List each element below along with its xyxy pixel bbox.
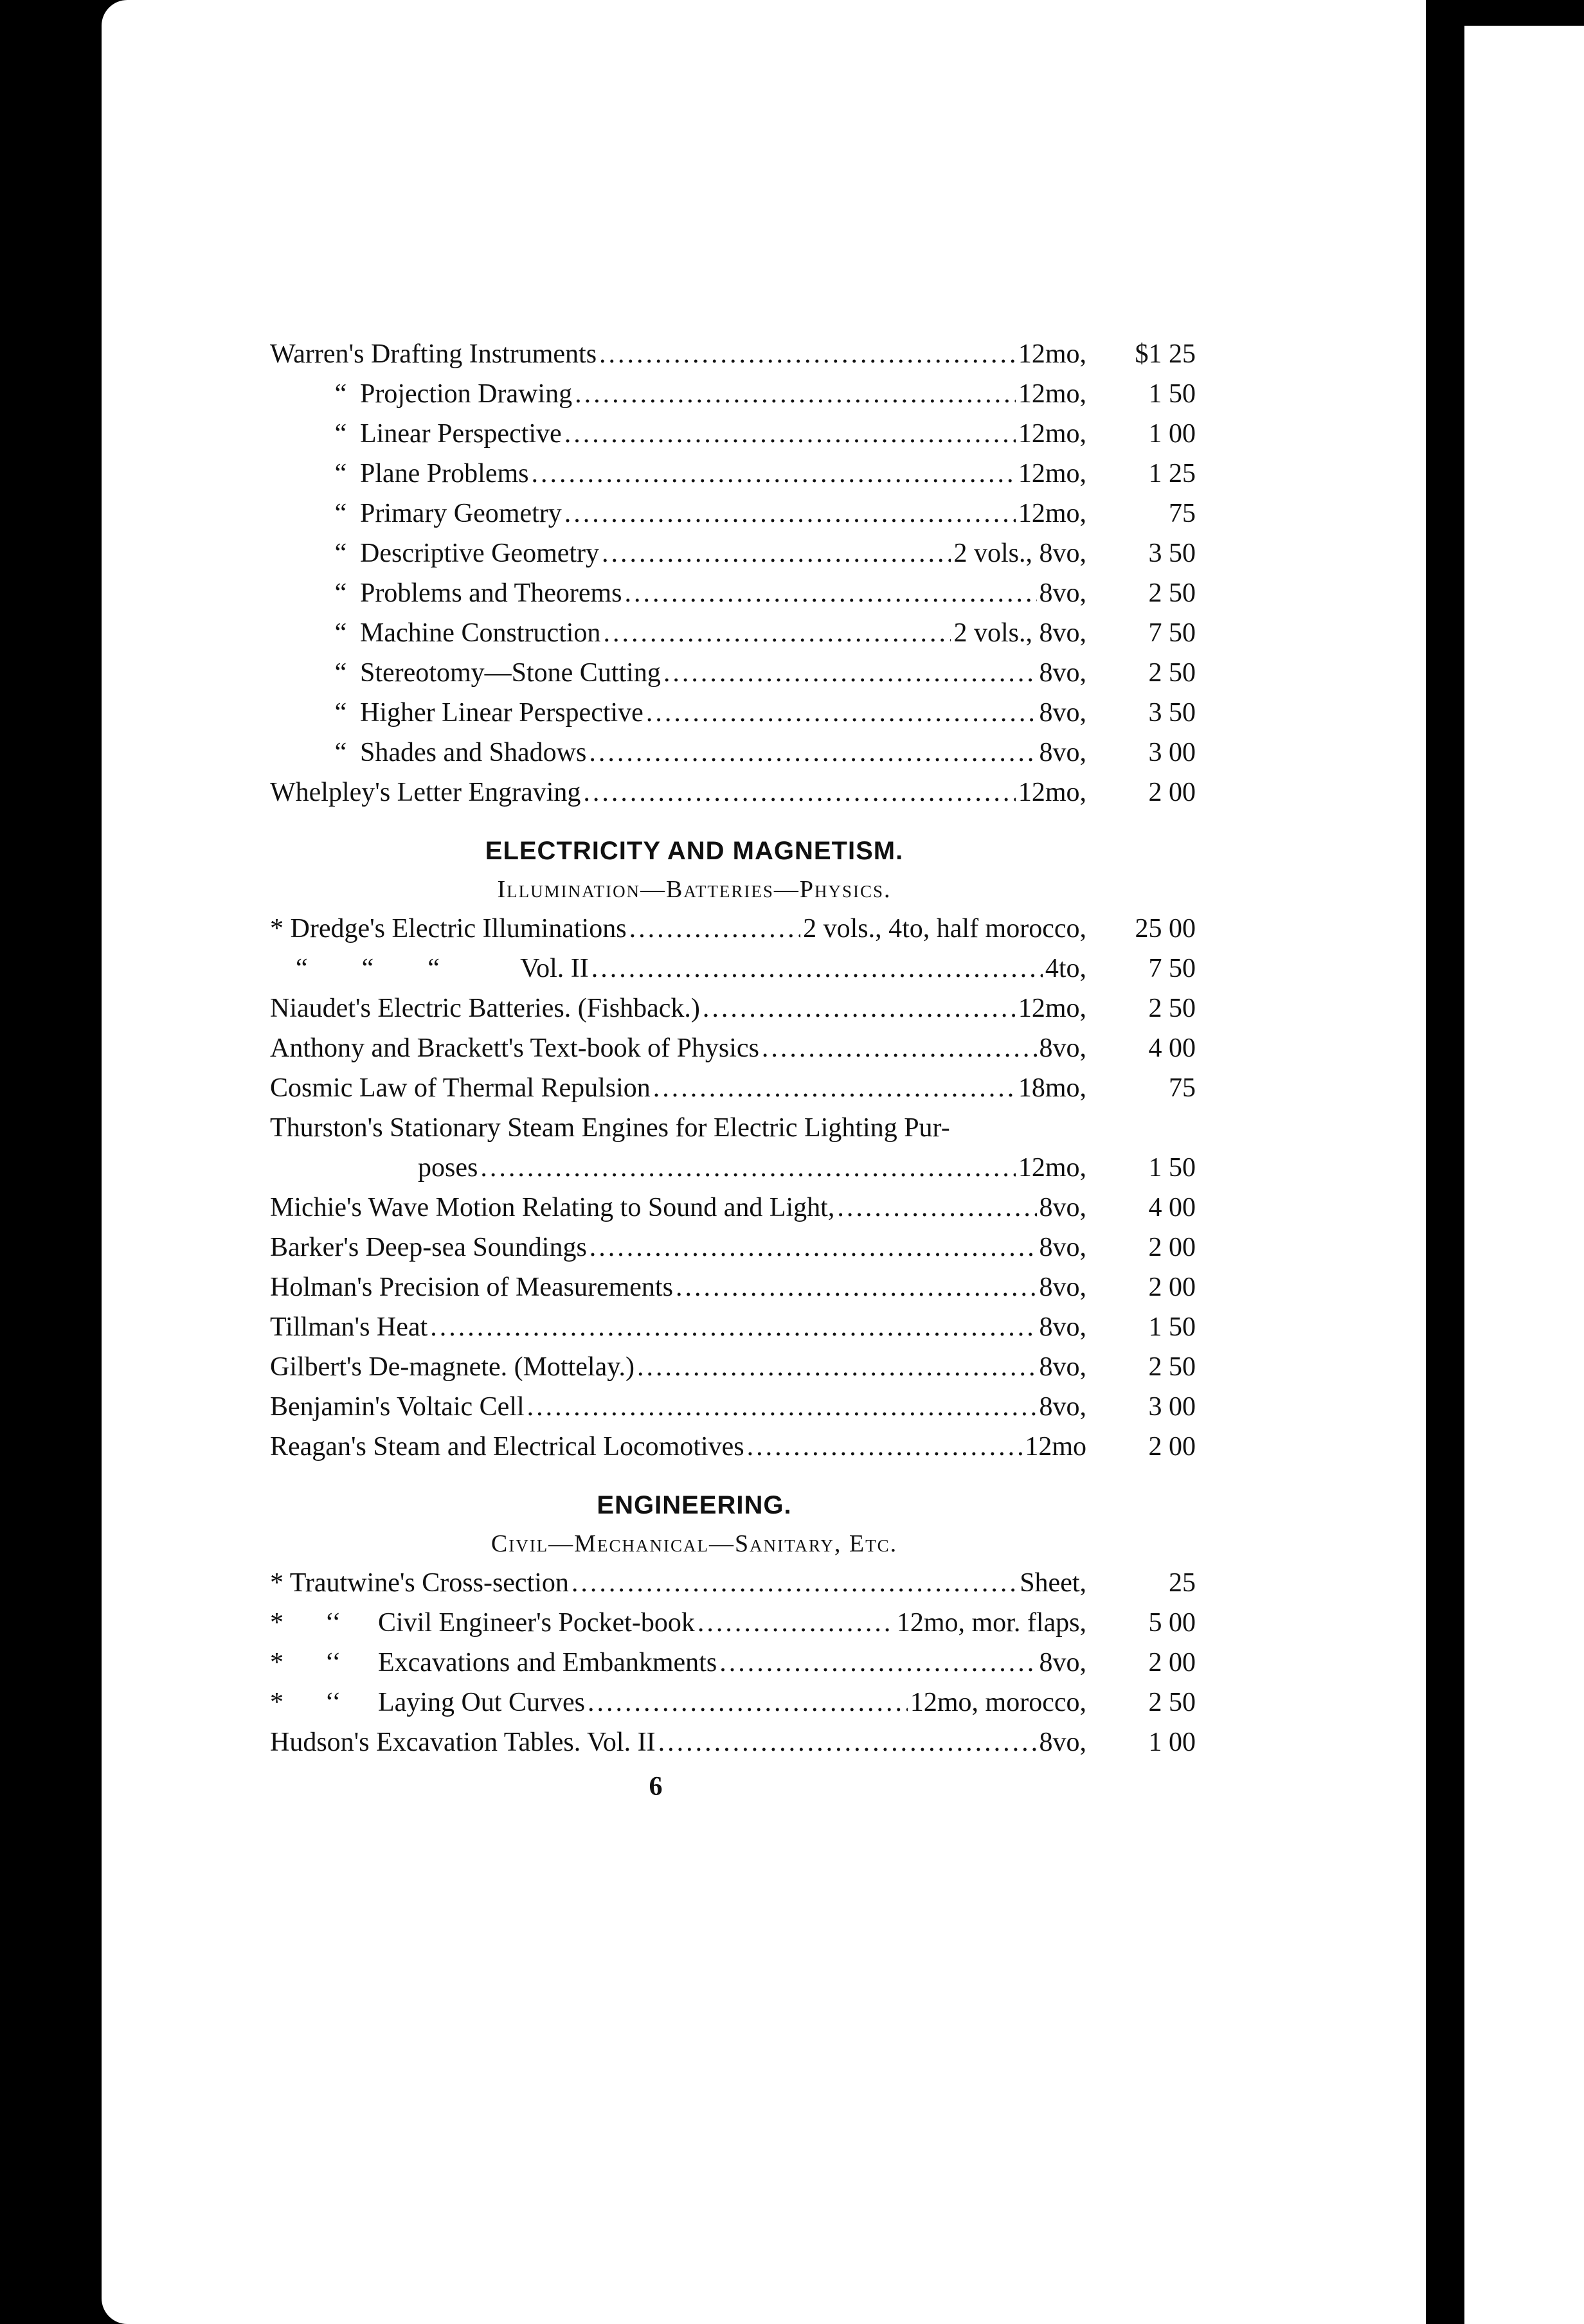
entry-format: 8vo,	[1039, 1193, 1086, 1222]
entry-price: 3 50	[1148, 698, 1196, 728]
dot-leader	[572, 1563, 1017, 1603]
dot-leader	[603, 613, 951, 653]
dot-leader	[564, 414, 1016, 454]
ditto-mark: “	[334, 379, 347, 409]
dot-leader	[719, 1643, 1036, 1683]
entry-title: Whelpley's Letter Engraving	[270, 778, 581, 807]
entry-title: “ “ “ Vol. II	[296, 954, 589, 983]
entry-price: 2 50	[1148, 1352, 1196, 1382]
entry-format: 8vo,	[1039, 1352, 1086, 1382]
dot-leader	[676, 1267, 1037, 1307]
entry-title: Higher Linear Perspective	[360, 698, 644, 728]
entry-format: 8vo,	[1039, 1728, 1086, 1757]
entry-title: Holman's Precision of Measurements	[270, 1273, 673, 1302]
catalog-entry	[270, 1228, 1196, 1267]
dot-leader	[703, 988, 1016, 1028]
ditto-mark: “	[334, 459, 347, 488]
dot-leader	[564, 494, 1016, 533]
entry-format: 12mo,	[1018, 994, 1086, 1023]
page-number: 6	[649, 1772, 663, 1801]
entry-format: 12mo,	[1018, 499, 1086, 528]
entry-price: 1 50	[1148, 1312, 1196, 1342]
entry-price: 25	[1169, 1568, 1196, 1598]
catalog-entry	[270, 414, 1196, 454]
entry-title: poses	[418, 1153, 478, 1183]
entry-title: Machine Construction	[360, 618, 601, 648]
warren-section	[270, 334, 1196, 812]
catalog-entry	[270, 1307, 1196, 1347]
dot-leader	[589, 733, 1036, 773]
entry-price: 2 00	[1148, 1273, 1196, 1302]
dot-leader	[663, 653, 1037, 693]
entry-price: 2 50	[1148, 578, 1196, 608]
entry-title: Problems and Theorems	[360, 578, 622, 608]
dot-leader	[599, 334, 1016, 374]
entry-title: * Trautwine's Cross-section	[270, 1568, 569, 1598]
entry-title: Projection Drawing	[360, 379, 573, 409]
ditto-mark: “	[334, 698, 347, 728]
dot-leader	[653, 1068, 1016, 1108]
entry-title: Warren's Drafting Instruments	[270, 339, 597, 369]
entry-format: 8vo,	[1039, 1312, 1086, 1342]
catalog-entry	[270, 374, 1196, 414]
entry-title: Barker's Deep-sea Soundings	[270, 1233, 587, 1262]
entry-title: Michie's Wave Motion Relating to Sound and Light,	[270, 1193, 835, 1222]
entry-price: 2 50	[1148, 1688, 1196, 1717]
asterisk-mark: *	[270, 1688, 284, 1717]
entry-price: $1 25	[1135, 339, 1196, 369]
electricity-section	[270, 832, 1196, 1467]
engineering-section	[270, 1486, 1196, 1762]
entry-title: Tillman's Heat	[270, 1312, 428, 1342]
entry-price: 7 50	[1148, 954, 1196, 983]
asterisk-mark: *	[270, 1608, 284, 1638]
entry-price: 3 50	[1148, 539, 1196, 568]
entry-price: 4 00	[1148, 1033, 1196, 1063]
catalog-content	[270, 334, 1196, 1802]
entry-format: 12mo,	[1018, 459, 1086, 488]
dot-leader	[583, 773, 1015, 812]
entry-title: Linear Perspective	[360, 419, 562, 449]
catalog-entry	[270, 988, 1196, 1028]
dot-leader	[658, 1722, 1037, 1762]
catalog-entry	[270, 909, 1196, 949]
entry-format: 12mo	[1025, 1432, 1086, 1461]
catalog-entry	[270, 773, 1196, 812]
catalog-entry	[270, 949, 1196, 988]
entry-price: 4 00	[1148, 1193, 1196, 1222]
dot-leader	[698, 1603, 894, 1643]
entry-price: 1 00	[1148, 1728, 1196, 1757]
ditto-mark: “	[334, 578, 347, 608]
catalog-entry	[270, 334, 1196, 374]
entry-format: 8vo,	[1039, 738, 1086, 767]
entry-price: 2 00	[1148, 1233, 1196, 1262]
section-subheading: Illumination—Batteries—Physics.	[497, 876, 892, 903]
entry-price: 2 50	[1148, 994, 1196, 1023]
entry-title: Hudson's Excavation Tables. Vol. II	[270, 1728, 656, 1757]
entry-title: Cosmic Law of Thermal Repulsion	[270, 1073, 651, 1103]
entry-format: 12mo, morocco,	[910, 1688, 1086, 1717]
entry-price: 2 00	[1148, 778, 1196, 807]
entry-price: 2 00	[1148, 1648, 1196, 1677]
entry-price: 75	[1169, 499, 1196, 528]
ditto-mark: “	[334, 618, 347, 648]
catalog-entry	[270, 1563, 1196, 1603]
entry-title: Niaudet's Electric Batteries. (Fishback.)	[270, 994, 700, 1023]
dot-leader	[590, 1228, 1037, 1267]
catalog-entry	[270, 1188, 1196, 1228]
entry-title: * Dredge's Electric Illuminations	[270, 914, 627, 943]
entry-price: 2 00	[1148, 1432, 1196, 1461]
ditto-mark: ‘‘	[325, 1608, 341, 1638]
entry-format: 12mo,	[1018, 339, 1086, 369]
catalog-entry	[270, 573, 1196, 613]
entry-title: Laying Out Curves	[378, 1688, 585, 1717]
entry-format: 8vo,	[1039, 1233, 1086, 1262]
dot-leader	[762, 1028, 1037, 1068]
dot-leader	[531, 454, 1015, 494]
catalog-entry	[270, 1068, 1196, 1108]
ditto-mark: “	[334, 499, 347, 528]
ditto-mark: ‘‘	[325, 1648, 341, 1677]
section-heading: ENGINEERING.	[597, 1491, 792, 1519]
entry-price: 7 50	[1148, 618, 1196, 648]
catalog-entry	[270, 1267, 1196, 1307]
dot-leader	[637, 1347, 1037, 1387]
catalog-entry	[270, 533, 1196, 573]
asterisk-mark: *	[270, 1648, 284, 1677]
entry-title: Reagan's Steam and Electrical Locomotives	[270, 1432, 744, 1461]
entry-title: Descriptive Geometry	[360, 539, 600, 568]
entry-format: 8vo,	[1039, 698, 1086, 728]
catalog-entry	[270, 1643, 1196, 1683]
entry-title: Stereotomy—Stone Cutting	[360, 658, 661, 688]
ditto-mark: “	[334, 658, 347, 688]
dot-leader	[480, 1148, 1015, 1188]
entry-format: 8vo,	[1039, 658, 1086, 688]
dot-leader	[747, 1427, 1023, 1467]
entry-price: 2 50	[1148, 658, 1196, 688]
entry-format: 8vo,	[1039, 578, 1086, 608]
entry-format: 12mo, mor. flaps,	[896, 1608, 1086, 1638]
adjacent-page-edge	[1464, 26, 1584, 2324]
catalog-entry-first-line	[270, 1108, 1196, 1148]
entry-format: 8vo,	[1039, 1273, 1086, 1302]
entry-format: 12mo,	[1018, 778, 1086, 807]
catalog-entry	[270, 653, 1196, 693]
dot-leader	[646, 693, 1037, 733]
catalog-entry	[270, 494, 1196, 533]
catalog-entry	[270, 1427, 1196, 1467]
catalog-entry	[270, 1683, 1196, 1722]
dot-leader	[591, 949, 1043, 988]
section-heading: ELECTRICITY AND MAGNETISM.	[485, 837, 904, 865]
entry-format: 2 vols., 8vo,	[953, 539, 1086, 568]
entry-title: Shades and Shadows	[360, 738, 587, 767]
entry-price: 1 25	[1148, 459, 1196, 488]
catalog-entry	[270, 613, 1196, 653]
catalog-entry	[270, 1387, 1196, 1427]
catalog-entry	[270, 1347, 1196, 1387]
dot-leader	[629, 909, 801, 949]
ditto-mark: “	[334, 539, 347, 568]
entry-title: Civil Engineer's Pocket-book	[378, 1608, 695, 1638]
entry-title: Anthony and Brackett's Text-book of Physics	[270, 1033, 759, 1063]
section-subheading: Civil—Mechanical—Sanitary, Etc.	[491, 1530, 898, 1557]
entry-format: 18mo,	[1018, 1073, 1086, 1103]
entry-format: Sheet,	[1020, 1568, 1086, 1598]
entry-format: 4to,	[1045, 954, 1086, 983]
entry-price: 3 00	[1148, 738, 1196, 767]
catalog-entry	[270, 1603, 1196, 1643]
dot-leader	[837, 1188, 1036, 1228]
catalog-entry	[270, 1722, 1196, 1762]
entry-title: Primary Geometry	[360, 499, 562, 528]
entry-format: 8vo,	[1039, 1033, 1086, 1063]
dot-leader	[602, 533, 951, 573]
entry-price: 1 00	[1148, 419, 1196, 449]
entry-price: 25 00	[1135, 914, 1196, 943]
entry-price: 1 50	[1148, 379, 1196, 409]
entry-price: 75	[1169, 1073, 1196, 1103]
catalog-entry	[270, 733, 1196, 773]
entry-price: 1 50	[1148, 1153, 1196, 1183]
entry-format: 8vo,	[1039, 1648, 1086, 1677]
dot-leader	[430, 1307, 1036, 1347]
entry-title: Gilbert's De-magnete. (Mottelay.)	[270, 1352, 634, 1382]
ditto-mark: “	[334, 419, 347, 449]
catalog-entry	[270, 1148, 1196, 1188]
entry-title: Thurston's Stationary Steam Engines for Electric Lighting Pur-	[270, 1113, 950, 1143]
dot-leader	[588, 1683, 908, 1722]
ditto-mark: “	[334, 738, 347, 767]
entry-format: 12mo,	[1018, 379, 1086, 409]
catalog-entry	[270, 454, 1196, 494]
entry-title: Benjamin's Voltaic Cell	[270, 1392, 525, 1422]
dot-leader	[527, 1387, 1037, 1427]
entry-price: 3 00	[1148, 1392, 1196, 1422]
entry-format: 2 vols., 8vo,	[953, 618, 1086, 648]
dot-leader	[625, 573, 1037, 613]
entry-format: 2 vols., 4to, half morocco,	[803, 914, 1086, 943]
entry-title: Excavations and Embankments	[378, 1648, 717, 1677]
entry-price: 5 00	[1148, 1608, 1196, 1638]
entry-title: Plane Problems	[360, 459, 529, 488]
entry-format: 8vo,	[1039, 1392, 1086, 1422]
dot-leader	[575, 374, 1016, 414]
entry-format: 12mo,	[1018, 1153, 1086, 1183]
catalog-entry	[270, 1028, 1196, 1068]
catalog-entry	[270, 693, 1196, 733]
entry-format: 12mo,	[1018, 419, 1086, 449]
ditto-mark: ‘‘	[325, 1688, 341, 1717]
